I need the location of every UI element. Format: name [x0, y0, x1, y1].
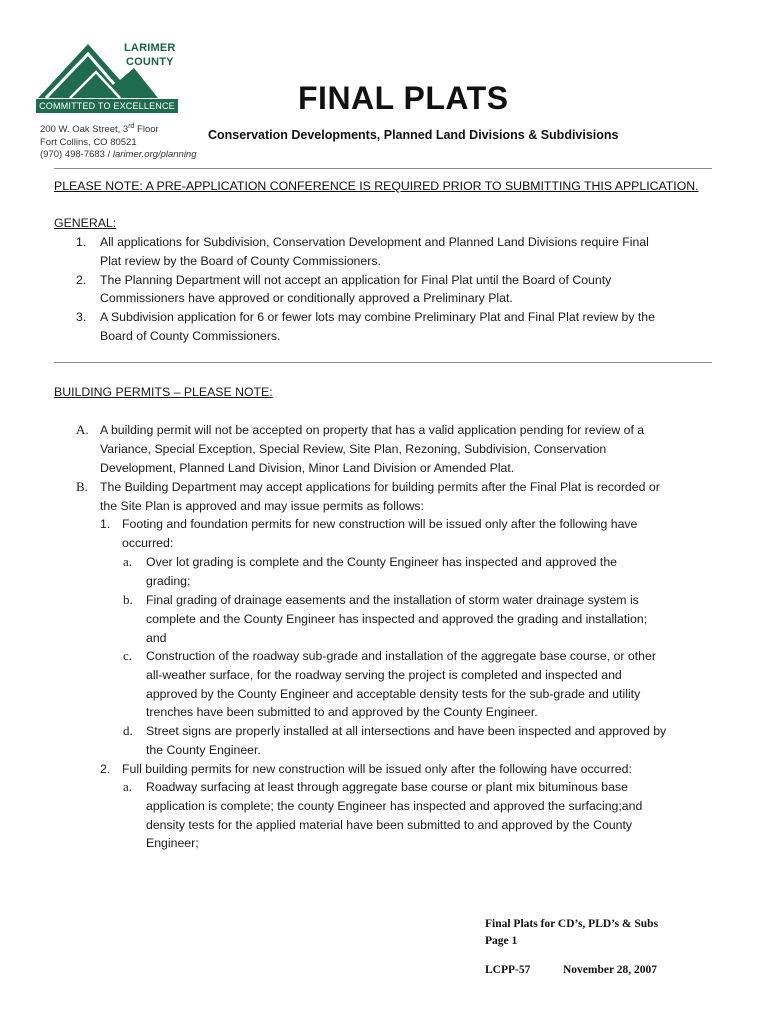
permit-subitem-1c-marker: c.	[123, 648, 133, 663]
general-item-text: Commissioners have approved or conditionally approved a Preliminary Plat.	[100, 291, 513, 306]
permit-subitem-2-text: Full building permits for new construction will be issued only after the following have occurred:	[122, 762, 632, 776]
permit-item-a-text: A building permit will not be accepted on property that has a valid application pending for review of a	[100, 423, 645, 437]
page-subtitle: Conservation Developments, Planned Land Divisions & Subdivisions	[208, 128, 619, 142]
logo-text-county: COUNTY	[126, 56, 174, 68]
footer-page-number: Page 1	[485, 935, 518, 947]
address-street: 200 W. Oak Street, 3rd Floor	[40, 123, 159, 136]
address-city: Fort Collins, CO 80521	[40, 136, 137, 148]
permit-subitem-1b-text: complete and the County Engineer has inspected and approved the grading and installation;	[146, 611, 648, 626]
permit-subitem-1a-text: Over lot grading is complete and the County Engineer has inspected and approved the	[146, 555, 617, 569]
permit-subitem-1c-text: all-weather surface, for the roadway serving the project is completed and inspected and	[146, 667, 622, 682]
general-item-text: Plat review by the Board of County Commissioners.	[100, 253, 381, 268]
general-item-text: Board of County Commissioners.	[100, 329, 281, 343]
logo-text-larimer: LARIMER	[124, 42, 176, 54]
permit-subitem-1-marker: 1.	[100, 517, 111, 531]
permit-subitem-1-text: occurred:	[122, 535, 174, 550]
permit-subitem-2a-text: Engineer;	[146, 836, 199, 851]
permit-subitem-1b-text: and	[146, 630, 167, 645]
pre-application-notice: PLEASE NOTE: A PRE-APPLICATION CONFERENCE IS REQUIRED PRIOR TO SUBMITTING THIS APPLICATION.	[54, 179, 699, 193]
permit-subitem-1c-text: trenches have been submitted to and approved by the County Engineer.	[146, 705, 538, 720]
address-contact: (970) 498-7683 / larimer.org/planning	[40, 149, 197, 161]
footer-form-code: LCPP-57	[485, 964, 531, 976]
general-heading: GENERAL:	[54, 216, 117, 230]
permit-subitem-1d-text: Street signs are properly installed at all intersections and have been inspected and approved by	[146, 724, 667, 738]
permit-item-b-marker: B.	[76, 479, 88, 494]
permit-item-a-text: Development, Planned Land Division, Minor Land Division or Amended Plat.	[100, 460, 515, 475]
permit-subitem-1c-text: approved by the County Engineer and acceptable density tests for the sub-grade and utility	[146, 686, 641, 701]
permit-subitem-1a-marker: a.	[123, 554, 133, 569]
permit-subitem-2-marker: 2.	[100, 762, 111, 776]
page-title: FINAL PLATS	[298, 80, 509, 116]
permit-subitem-1b-marker: b.	[123, 592, 133, 607]
permit-subitem-1-text: Footing and foundation permits for new construction will be issued only after the following have	[122, 517, 638, 531]
permit-subitem-1a-text: grading;	[146, 573, 191, 588]
general-item-text: All applications for Subdivision, Conservation Development and Planned Land Divisions require Final	[100, 235, 649, 249]
permit-subitem-1d-text: the County Engineer.	[146, 742, 261, 757]
permit-item-a-marker: A.	[76, 422, 89, 437]
logo-tagline: COMMITTED TO EXCELLENCE	[36, 99, 178, 113]
divider	[54, 362, 712, 363]
general-item-marker: 1.	[76, 235, 87, 249]
permit-subitem-2a-text: Roadway surfacing at least through aggregate base course or plant mix bituminous base	[146, 780, 628, 794]
permit-subitem-2a-text: application is complete; the county Engineer has inspected and approved the surfacing;and	[146, 798, 643, 813]
general-item-text: A Subdivision application for 6 or fewer lots may combine Preliminary Plat and Final Plat review by the	[100, 310, 655, 325]
permit-subitem-1d-marker: d.	[123, 723, 133, 738]
address-block	[40, 121, 197, 162]
website-link[interactable]: larimer.org/planning	[112, 149, 197, 161]
general-item-marker: 2.	[76, 272, 87, 287]
footer-date: November 28, 2007	[563, 964, 658, 976]
permit-item-b-text: The Building Department may accept applications for building permits after the Final Plat is recorded or	[100, 480, 660, 494]
building-permits-heading: BUILDING PERMITS – PLEASE NOTE:	[54, 385, 273, 399]
permit-subitem-1c-text: Construction of the roadway sub-grade and installation of the aggregate base course, or other	[146, 649, 656, 663]
permit-subitem-1b-text: Final grading of drainage easements and the installation of storm water drainage system is	[146, 593, 639, 607]
footer-doc-title: Final Plats for CD’s, PLD’s & Subs	[485, 918, 659, 930]
divider	[54, 168, 712, 169]
permit-subitem-2a-text: density tests for the applied material have been submitted to and approved by the County	[146, 817, 633, 832]
general-item-text: The Planning Department will not accept an application for Final Plat until the Board of County	[100, 272, 612, 287]
permit-subitem-2a-marker: a.	[123, 779, 133, 794]
general-item-marker: 3.	[76, 310, 87, 325]
permit-item-a-text: Variance, Special Exception, Special Review, Site Plan, Rezoning, Subdivision, Conservation	[100, 441, 607, 456]
permit-item-b-text: the Site Plan is approved and may issue permits as follows:	[100, 498, 424, 513]
